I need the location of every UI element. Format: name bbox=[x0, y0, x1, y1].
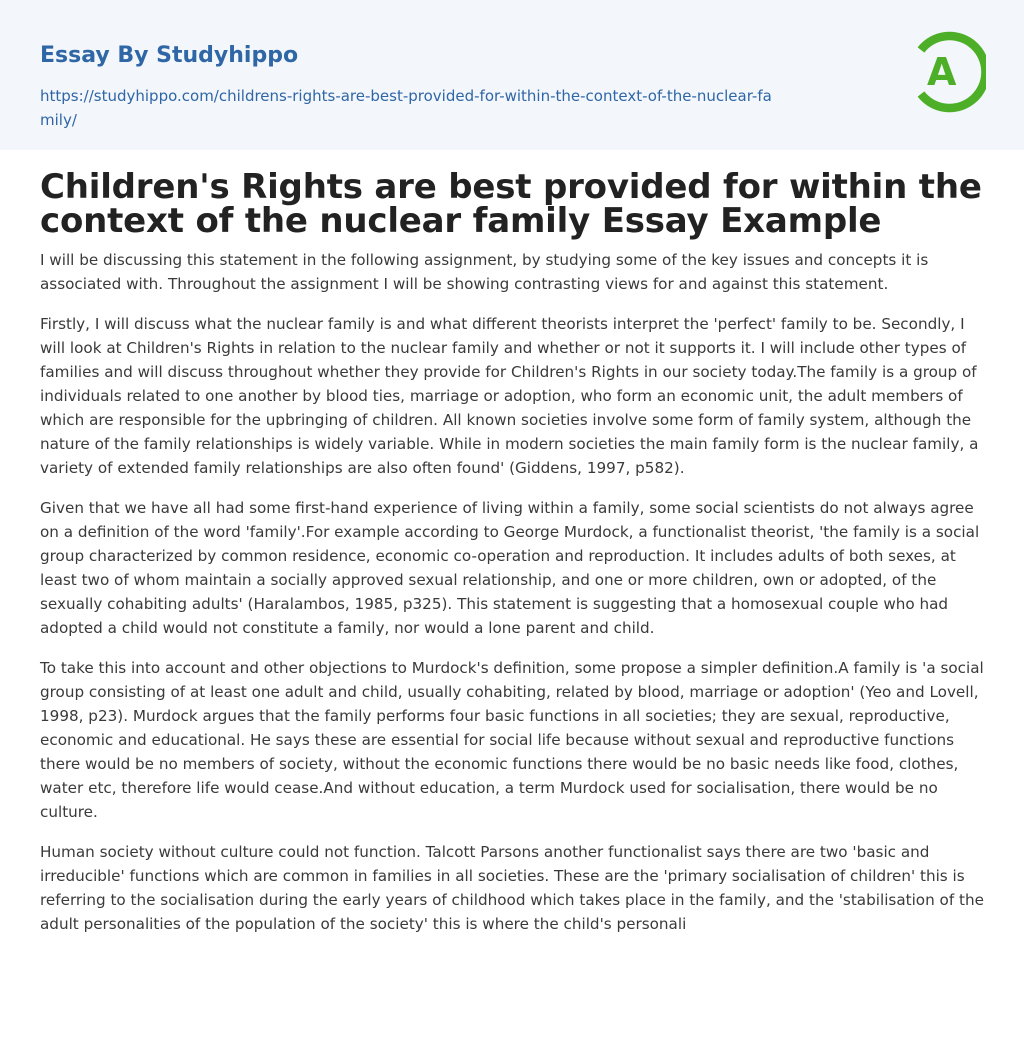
paragraph-1: I will be discussing this statement in the following assignment, by studying some of the key issues and concepts it is associated with. Throughout the assignment I will be showing contrasting views for and against this statement. bbox=[40, 251, 929, 293]
paragraph-2: Firstly, I will discuss what the nuclear family is and what different theorists interpret the 'perfect' family to be. Secondly, I will look at Children's Rights in relation to the nuclear family and whether or not it supports it. I will include other types of families and will discuss throughout whether they provide for Children's Rights in our society today.The family is a group of individuals related to one another by blood ties, marriage or adoption, who form an economic unit, the adult members of which are responsible for the upbringing of children. All known societies involve some form of family system, although the nature of the family relationships is widely variable. While in modern societies the main family form is the nuclear family, a variety of extended family relationships are also often found' (Giddens, 1997, p582). bbox=[40, 315, 979, 477]
source-url-link[interactable]: https://studyhippo.com/childrens-rights-are-best-provided-for-within-the-context-of-the-nuclear-family/ bbox=[40, 87, 772, 129]
studyhippo-logo-icon[interactable] bbox=[900, 29, 986, 115]
site-header bbox=[0, 0, 1024, 150]
paragraph-4: To take this into account and other objections to Murdock's definition, some propose a simpler definition.A family is 'a social group consisting of at least one adult and child, usually cohabiting, related by blood, marriage or adoption' (Yeo and Lovell, 1998, p23). Murdock argues that the family performs four basic functions in all societies; they are sexual, reproductive, economic and educational. He says these are essential for social life because without sexual and reproductive functions there would be no members of society, without the economic functions there would be no basic needs like food, clothes, water etc, therefore life would cease.And without education, a term Murdock used for socialisation, there would be no culture. bbox=[40, 659, 984, 821]
paragraph-5: Human society without culture could not function. Talcott Parsons another functionalist says there are two 'basic and irreducible' functions which are common in families in all societies. These are the 'primary socialisation of children' this is referring to the socialisation during the early years of childhood which takes place in the family, and the 'stabilisation of the adult personalities of the population of the society' this is where the child's personali bbox=[40, 843, 984, 933]
logo-letter: A bbox=[927, 50, 957, 94]
page-title: Children's Rights are best provided for within the context of the nuclear family Essay Example bbox=[40, 167, 982, 241]
site-title: Essay By Studyhippo bbox=[40, 43, 299, 68]
paragraph-3: Given that we have all had some first-hand experience of living within a family, some social scientists do not always agree on a definition of the word 'family'.For example according to George Murdock, a functionalist theorist, 'the family is a social group characterized by common residence, economic co-operation and reproduction. It includes adults of both sexes, at least two of whom maintain a socially approved sexual relationship, and one or more children, own or adopted, of the sexually cohabiting adults' (Haralambos, 1985, p325). This statement is suggesting that a homosexual couple who had adopted a child would not constitute a family, nor would a lone parent and child. bbox=[40, 499, 980, 637]
article bbox=[0, 150, 1024, 936]
